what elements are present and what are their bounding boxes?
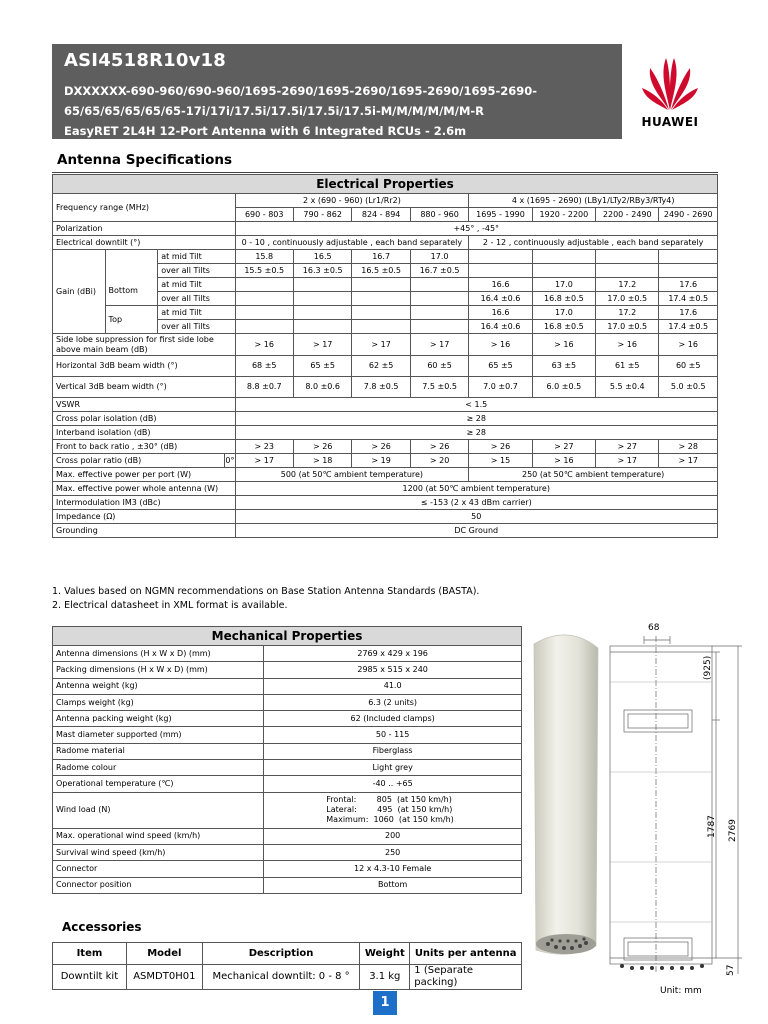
wind-load-label: Wind load (N) (53, 792, 264, 828)
gain-label: Gain (dBi) (53, 250, 106, 334)
accessories-table (52, 942, 522, 990)
vbw-cell: 7.8 ±0.5 (352, 377, 410, 398)
hbw-cell: 61 ±5 (596, 356, 659, 377)
huawei-wordmark: HUAWEI (641, 115, 699, 129)
electrical-properties-table (52, 174, 718, 538)
model-code-line-1: DXXXXXX-690-960/690-960/1695-2690/1695-2690/1695-2690/1695-2690- (64, 84, 538, 98)
note-1: 1. Values based on NGMN recommendations on Base Station Antenna Standards (BASTA). (52, 586, 480, 597)
hbw-cell: 63 ±5 (532, 356, 595, 377)
vertical-beamwidth-label: Vertical 3dB beam width (°) (53, 377, 236, 398)
cpr-cell: > 17 (659, 454, 718, 468)
gain-cell: 16.7 (352, 250, 410, 264)
table-row (53, 727, 522, 743)
max-power-whole-value: 1200 (at 50℃ ambient temperature) (235, 482, 718, 496)
intermodulation-value: ≤ -153 (2 x 43 dBm carrier) (235, 496, 718, 510)
ftb-cell: > 23 (235, 440, 293, 454)
top-label: Top (105, 306, 158, 334)
hbw-cell: 68 ±5 (235, 356, 293, 377)
hbw-cell: 62 ±5 (352, 356, 410, 377)
intermodulation-label: Intermodulation IM3 (dBc) (53, 496, 236, 510)
mech-label: Clamps weight (kg) (53, 694, 264, 710)
mech-label: Connector position (53, 877, 264, 893)
acc-units: 1 (Separate packing) (410, 965, 522, 990)
ftb-cell: > 26 (469, 440, 532, 454)
vbw-cell: 8.8 ±0.7 (235, 377, 293, 398)
dimension-57: 57 (726, 964, 736, 976)
vbw-cell: 5.5 ±0.4 (596, 377, 659, 398)
table-row (53, 743, 522, 759)
sidelobe-cell: > 17 (352, 334, 410, 356)
impedance-label: Impedance (Ω) (53, 510, 236, 524)
table-row (53, 694, 522, 710)
band-cell: 2490 - 2690 (659, 208, 718, 222)
vswr-label: VSWR (53, 398, 236, 412)
mid-tilt-label: at mid Tilt (158, 250, 235, 264)
wind-frontal: Frontal: 805 (at 150 km/h) (326, 795, 452, 805)
downtilt-low: 0 - 10 , continuously adjustable , each band separately (235, 236, 469, 250)
horizontal-beamwidth-label: Horizontal 3dB beam width (°) (53, 356, 236, 377)
mech-label: Operational temperature (℃) (53, 776, 264, 792)
gain-cell: 17.0 (532, 306, 595, 320)
front-to-back-label: Front to back ratio , ±30° (dB) (53, 440, 236, 454)
band-cell: 1695 - 1990 (469, 208, 532, 222)
antenna-photo (528, 628, 604, 958)
gain-cell: 17.2 (596, 306, 659, 320)
gain-cell: 17.0 ±0.5 (596, 320, 659, 334)
acc-header-model: Model (126, 943, 202, 965)
hbw-cell: 60 ±5 (410, 356, 468, 377)
mech-label: Mast diameter supported (mm) (53, 727, 264, 743)
gain-cell: 17.4 ±0.5 (659, 320, 718, 334)
band-cell: 790 - 862 (293, 208, 351, 222)
acc-weight: 3.1 kg (360, 965, 410, 990)
band-cell: 690 - 803 (235, 208, 293, 222)
all-tilts-label: over all Tilts (158, 292, 235, 306)
huawei-logo (622, 44, 718, 139)
mech-value: 50 - 115 (264, 727, 522, 743)
product-title: ASI4518R10v18 (64, 50, 226, 71)
vbw-cell: 7.5 ±0.5 (410, 377, 468, 398)
grounding-value: DC Ground (235, 524, 718, 538)
high-band-group: 4 x (1695 - 2690) (LBy1/LTy2/RBy3/RTy4) (469, 194, 718, 208)
all-tilts-label: over all Tilts (158, 264, 235, 278)
dimension-2769: 2769 (728, 819, 738, 842)
ftb-cell: > 26 (352, 440, 410, 454)
table-row (53, 861, 522, 877)
ftb-cell: > 26 (410, 440, 468, 454)
ftb-cell: > 27 (532, 440, 595, 454)
hbw-cell: 65 ±5 (293, 356, 351, 377)
mech-value: -40 .. +65 (264, 776, 522, 792)
gain-cell: 15.8 (235, 250, 293, 264)
acc-description: Mechanical downtilt: 0 - 8 ° (202, 965, 359, 990)
cpr-cell: > 19 (352, 454, 410, 468)
acc-header-item: Item (53, 943, 127, 965)
gain-cell: 16.3 ±0.5 (293, 264, 351, 278)
hbw-cell: 65 ±5 (469, 356, 532, 377)
gain-cell: 17.6 (659, 278, 718, 292)
mech-value: 12 x 4.3-10 Female (264, 861, 522, 877)
note-2: 2. Electrical datasheet in XML format is available. (52, 600, 288, 611)
antenna-specifications-title: Antenna Specifications (57, 152, 232, 168)
mech-value: Fiberglass (264, 743, 522, 759)
vswr-value: < 1.5 (235, 398, 718, 412)
mid-tilt-label: at mid Tilt (158, 278, 235, 292)
huawei-flower-icon (642, 52, 698, 112)
ftb-cell: > 27 (596, 440, 659, 454)
mech-value: 2985 x 515 x 240 (264, 662, 522, 678)
mech-value: Bottom (264, 877, 522, 893)
cross-polar-ratio-label: Cross polar ratio (dB) (53, 454, 225, 468)
table-row (53, 965, 522, 990)
sidelobe-cell: > 17 (293, 334, 351, 356)
electrical-properties-heading: Electrical Properties (53, 175, 718, 194)
ftb-cell: > 26 (293, 440, 351, 454)
vbw-cell: 7.0 ±0.7 (469, 377, 532, 398)
sidelobe-cell: > 17 (410, 334, 468, 356)
interband-isolation-value: ≥ 28 (235, 426, 718, 440)
acc-model: ASMDT0H01 (126, 965, 202, 990)
mech-value: 41.0 (264, 678, 522, 694)
dimension-925: (925) (703, 655, 713, 680)
gain-cell: 16.6 (469, 278, 532, 292)
acc-header-weight: Weight (360, 943, 410, 965)
mech-label: Survival wind speed (km/h) (53, 844, 264, 860)
gain-cell: 17.0 (410, 250, 468, 264)
cross-polar-ratio-angle: 0° (225, 454, 235, 468)
mech-label: Connector (53, 861, 264, 877)
gain-cell: 17.6 (659, 306, 718, 320)
max-power-per-port-label: Max. effective power per port (W) (53, 468, 236, 482)
grounding-label: Grounding (53, 524, 236, 538)
table-row (53, 828, 522, 844)
gain-cell: 17.4 ±0.5 (659, 292, 718, 306)
wind-lateral: Lateral: 495 (at 150 km/h) (326, 805, 453, 815)
gain-cell: 17.0 ±0.5 (596, 292, 659, 306)
mech-label: Max. operational wind speed (km/h) (53, 828, 264, 844)
band-cell: 824 - 894 (352, 208, 410, 222)
dimension-1787: 1787 (707, 815, 717, 838)
band-cell: 1920 - 2200 (532, 208, 595, 222)
gain-cell: 16.8 ±0.5 (532, 292, 595, 306)
cpr-cell: > 20 (410, 454, 468, 468)
mech-value: 200 (264, 828, 522, 844)
gain-cell: 16.4 ±0.6 (469, 320, 532, 334)
mech-value: 62 (Included clamps) (264, 711, 522, 727)
acc-header-units: Units per antenna (410, 943, 522, 965)
model-code-line-2: 65/65/65/65/65/65-17i/17i/17.5i/17.5i/17.5i/17.5i-M/M/M/M/M/M-R (64, 104, 485, 118)
gain-cell: 16.4 ±0.6 (469, 292, 532, 306)
sidelobe-cell: > 16 (596, 334, 659, 356)
frequency-range-label: Frequency range (MHz) (53, 194, 236, 222)
mechanical-properties-table (52, 626, 522, 894)
mech-label: Antenna dimensions (H x W x D) (mm) (53, 646, 264, 662)
table-row (53, 711, 522, 727)
sidelobe-cell: > 16 (532, 334, 595, 356)
table-row (53, 844, 522, 860)
page-number: 1 (373, 991, 397, 1015)
cpr-cell: > 17 (596, 454, 659, 468)
impedance-value: 50 (235, 510, 718, 524)
table-row (53, 760, 522, 776)
dimension-68: 68 (648, 623, 660, 633)
mech-value: 2769 x 429 x 196 (264, 646, 522, 662)
gain-cell: 16.5 ±0.5 (352, 264, 410, 278)
gain-cell: 16.7 ±0.5 (410, 264, 468, 278)
cpr-cell: > 17 (235, 454, 293, 468)
downtilt-high: 2 - 12 , continuously adjustable , each band separately (469, 236, 718, 250)
antenna-dimension-drawing (604, 622, 754, 984)
table-row (53, 662, 522, 678)
unit-label: Unit: mm (660, 986, 702, 996)
interband-isolation-label: Interband isolation (dB) (53, 426, 236, 440)
mech-value: 250 (264, 844, 522, 860)
section-rule (52, 172, 718, 173)
mech-value: Light grey (264, 760, 522, 776)
gain-cell: 17.2 (596, 278, 659, 292)
polarization-value: +45° , -45° (235, 222, 718, 236)
cpr-cell: > 16 (532, 454, 595, 468)
table-row (53, 678, 522, 694)
sidelobe-cell: > 16 (235, 334, 293, 356)
cross-polar-isolation-value: ≥ 28 (235, 412, 718, 426)
cpr-cell: > 15 (469, 454, 532, 468)
electrical-downtilt-label: Electrical downtilt (°) (53, 236, 236, 250)
gain-cell: 15.5 ±0.5 (235, 264, 293, 278)
max-power-per-port-high: 250 (at 50℃ ambient temperature) (469, 468, 718, 482)
table-row (53, 877, 522, 893)
mech-label: Radome material (53, 743, 264, 759)
gain-cell: 16.8 ±0.5 (532, 320, 595, 334)
mechanical-properties-heading: Mechanical Properties (53, 627, 522, 646)
gain-cell: 16.5 (293, 250, 351, 264)
mech-label: Antenna packing weight (kg) (53, 711, 264, 727)
document-header (52, 44, 718, 139)
wind-maximum: Maximum: 1060 (at 150 km/h) (326, 815, 454, 825)
acc-header-description: Description (202, 943, 359, 965)
max-power-per-port-low: 500 (at 50℃ ambient temperature) (235, 468, 469, 482)
polarization-label: Polarization (53, 222, 236, 236)
product-description: EasyRET 2L4H 12-Port Antenna with 6 Integrated RCUs - 2.6m (64, 124, 467, 138)
acc-item: Downtilt kit (53, 965, 127, 990)
sidelobe-label: Side lobe suppression for first side lobe above main beam (dB) (53, 334, 236, 356)
hbw-cell: 60 ±5 (659, 356, 718, 377)
table-row (53, 646, 522, 662)
wind-load-values (264, 792, 522, 828)
table-row (53, 776, 522, 792)
vbw-cell: 8.0 ±0.6 (293, 377, 351, 398)
mid-tilt-label: at mid Tilt (158, 306, 235, 320)
bottom-label: Bottom (105, 278, 158, 306)
band-cell: 2200 - 2490 (596, 208, 659, 222)
mech-label: Radome colour (53, 760, 264, 776)
accessories-title: Accessories (62, 920, 142, 934)
all-tilts-label: over all Tilts (158, 320, 235, 334)
sidelobe-cell: > 16 (469, 334, 532, 356)
mech-value: 6.3 (2 units) (264, 694, 522, 710)
cpr-cell: > 18 (293, 454, 351, 468)
low-band-group: 2 x (690 - 960) (Lr1/Rr2) (235, 194, 469, 208)
notes (52, 585, 479, 613)
vbw-cell: 6.0 ±0.5 (532, 377, 595, 398)
cross-polar-isolation-label: Cross polar isolation (dB) (53, 412, 236, 426)
ftb-cell: > 28 (659, 440, 718, 454)
vbw-cell: 5.0 ±0.5 (659, 377, 718, 398)
mech-label: Packing dimensions (H x W x D) (mm) (53, 662, 264, 678)
sidelobe-cell: > 16 (659, 334, 718, 356)
gain-cell: 16.6 (469, 306, 532, 320)
max-power-whole-label: Max. effective power whole antenna (W) (53, 482, 236, 496)
band-cell: 880 - 960 (410, 208, 468, 222)
gain-cell: 17.0 (532, 278, 595, 292)
mech-label: Antenna weight (kg) (53, 678, 264, 694)
